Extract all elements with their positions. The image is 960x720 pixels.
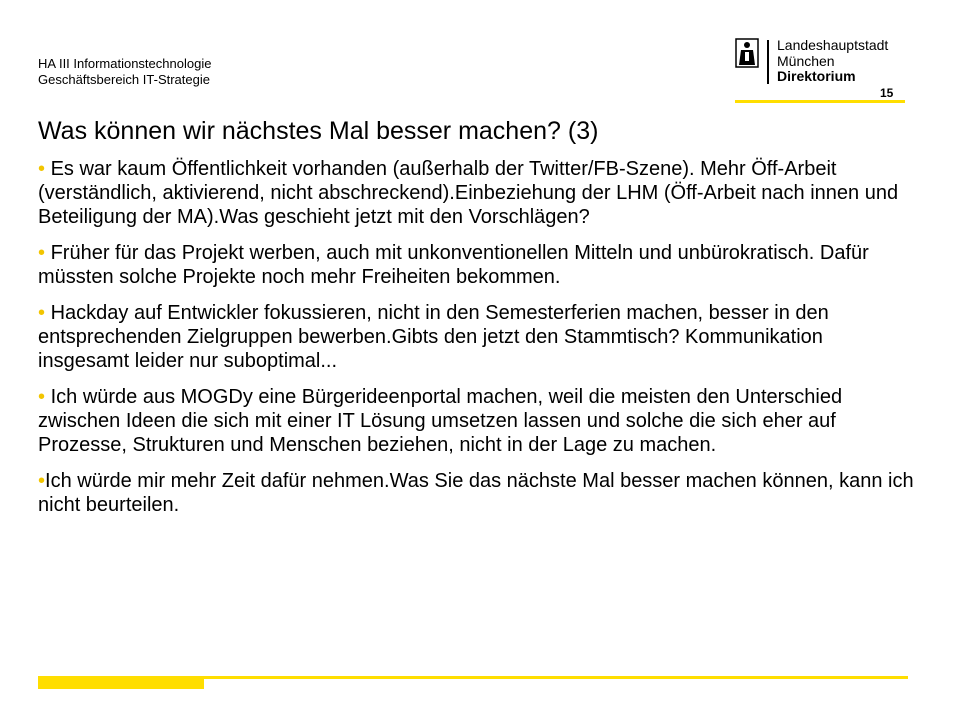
bullet-text: Ich würde aus MOGDy eine Bürgerideenportal machen, weil die meisten den Unterschied zwischen Ideen die sich mit einer IT Lösung umsetzen lassen und solche die sich eher auf Prozesse, Strukturen und Menschen beziehen, nicht in der Lage zu machen. <box>38 386 843 456</box>
logo-line-1: Landeshauptstadt <box>777 37 889 53</box>
bullet-list <box>38 157 918 529</box>
department-name: HA III Informationstechnologie <box>38 56 212 71</box>
header-accent-bar <box>735 100 905 103</box>
footer-accent-block <box>38 679 204 689</box>
bullet-text: Hackday auf Entwickler fokussieren, nicht in den Semesterferien machen, besser in den entsprechenden Zielgruppen bewerben.Gibts den jetzt den Stammtisch? Kommunikation insgesamt leider nur suboptimal... <box>38 302 829 372</box>
logo-line-2: München <box>777 52 835 69</box>
page-number: 15 <box>880 86 894 100</box>
department-header <box>38 56 211 88</box>
munich-monk-emblem-icon <box>735 38 759 68</box>
logo-line-3: Direktorium <box>777 68 856 84</box>
bullet-text: Es war kaum Öffentlichkeit vorhanden (außerhalb der Twitter/FB-Szene). Mehr Öff-Arbeit (verständlich, aktivierend, nicht abschreckend).Einbeziehung der LHM (Öff-Arbeit nach innen und Beteiligung der MA).Was geschieht jetzt mit den Vorschlägen? <box>38 158 899 228</box>
bullet-text: Ich würde mir mehr Zeit dafür nehmen.Was Sie das nächste Mal besser machen können, kann ich nicht beurteilen. <box>38 470 914 516</box>
bullet-item <box>38 241 918 289</box>
slide-title: Was können wir nächstes Mal besser machen? (3) <box>38 117 599 145</box>
city-logo <box>735 38 935 88</box>
bullet-item <box>38 385 918 457</box>
bullet-dot-icon: • <box>38 158 46 180</box>
bullet-item <box>38 469 918 517</box>
bullet-item <box>38 301 918 373</box>
bullet-text: Früher für das Projekt werben, auch mit unkonventionellen Mitteln und unbürokratisch. Dafür müssten solche Projekte noch mehr Freiheiten bekommen. <box>38 242 869 288</box>
division-name: Geschäftsbereich IT-Strategie <box>38 72 210 87</box>
logo-wordmark <box>777 38 888 85</box>
bullet-dot-icon: • <box>38 242 46 264</box>
bullet-dot-icon: • <box>38 470 46 492</box>
logo-divider <box>767 40 769 84</box>
bullet-dot-icon: • <box>38 302 46 324</box>
bullet-item <box>38 157 918 229</box>
bullet-dot-icon: • <box>38 386 46 408</box>
